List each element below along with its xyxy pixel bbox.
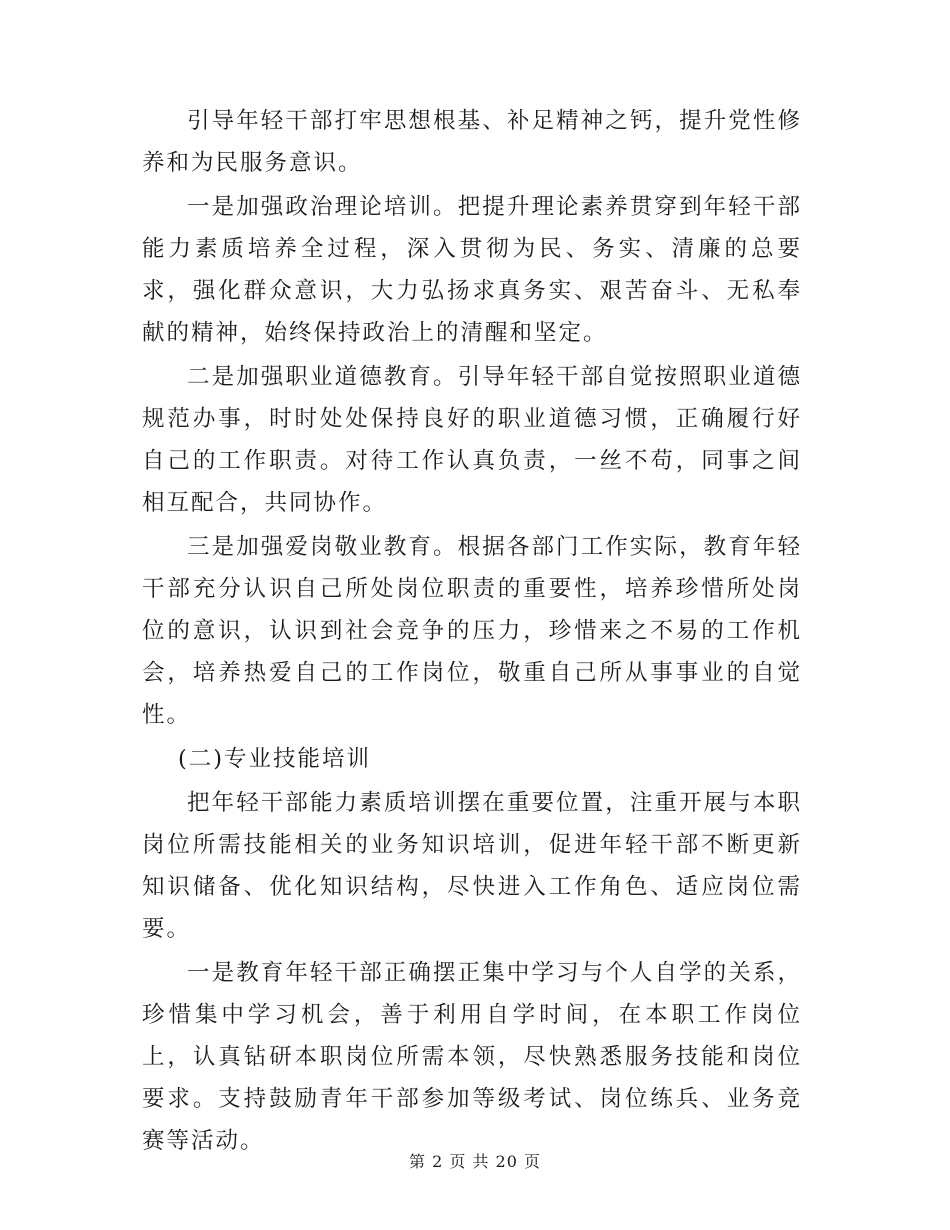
- section-heading: (二)专业技能培训: [178, 746, 372, 772]
- paragraph-4: 三是加强爱岗敬业教育。根据各部门工作实际，教育年轻干部充分认识自己所处岗位职责的重要性，培养珍惜所处岗位的意识，认识到社会竞争的压力，珍惜来之不易的工作机会，培养热爱自己的工作岗位，敬重自己所从事事业的自觉性。: [142, 534, 802, 728]
- page-number-footer: 第 2 页 共 20 页: [409, 1152, 541, 1171]
- paragraph-2: 一是加强政治理论培训。把提升理论素养贯穿到年轻干部能力素质培养全过程，深入贯彻为民、务实、清廉的总要求，强化群众意识，大力弘扬求真务实、艰苦奋斗、无私奉献的精神，始终保持政治上的清醒和坚定。: [142, 194, 802, 346]
- paragraph-1: 引导年轻干部打牢思想根基、补足精神之钙，提升党性修养和为民服务意识。: [142, 108, 802, 176]
- paragraph-5: 把年轻干部能力素质培训摆在重要位置，注重开展与本职岗位所需技能相关的业务知识培训，促进年轻干部不断更新知识储备、优化知识结构，尽快进入工作角色、适应岗位需要。: [142, 790, 802, 942]
- document-body: [142, 100, 802, 1164]
- paragraph-6: 一是教育年轻干部正确摆正集中学习与个人自学的关系，珍惜集中学习机会，善于利用自学时间，在本职工作岗位上，认真钻研本职岗位所需本领，尽快熟悉服务技能和岗位要求。支持鼓励青年干部参加等级考试、岗位练兵、业务竞赛等活动。: [142, 960, 802, 1154]
- paragraph-3: 二是加强职业道德教育。引导年轻干部自觉按照职业道德规范办事，时时处处保持良好的职业道德习惯，正确履行好自己的工作职责。对待工作认真负责，一丝不苟，同事之间相互配合，共同协作。: [142, 364, 802, 516]
